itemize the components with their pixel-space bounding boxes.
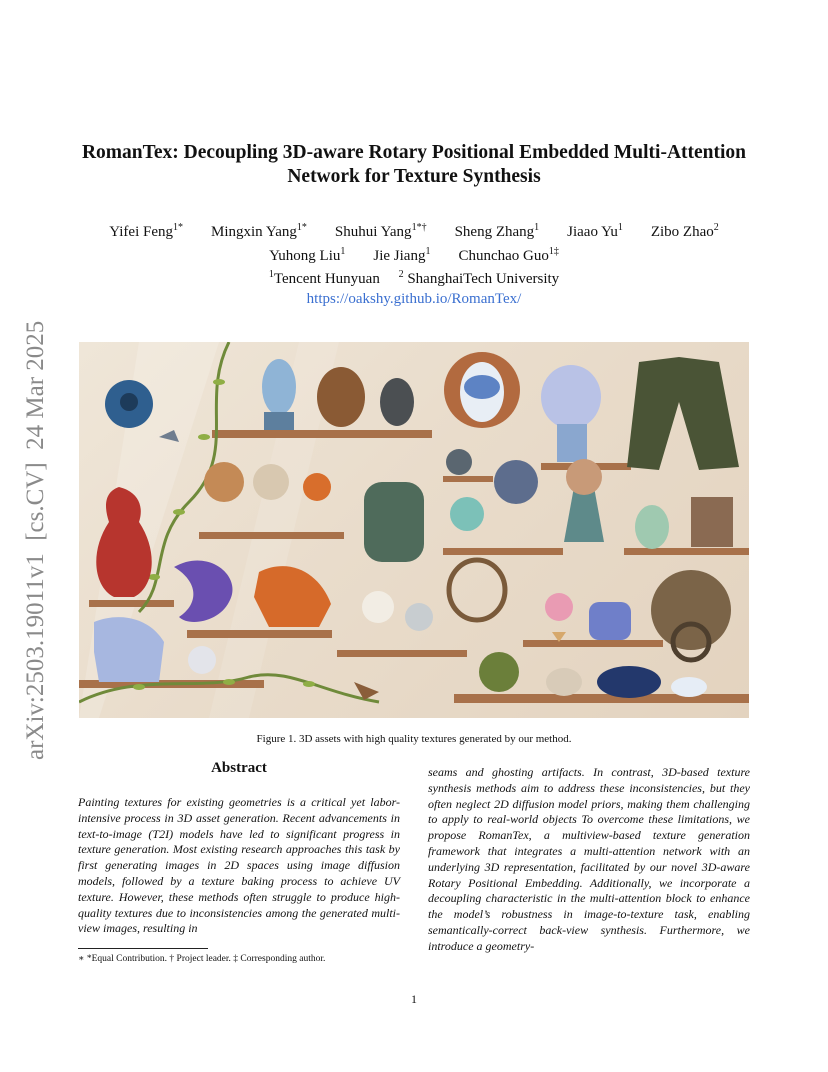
- teaser-figure: [79, 342, 749, 718]
- affiliations: [78, 265, 750, 309]
- affiliation: $^1$Tencent Hunyuan: [268, 269, 380, 287]
- author: Yifei Feng$^{1*}$: [109, 222, 183, 240]
- affiliation: $^2$ ShanghaiTech University: [398, 269, 560, 287]
- author: Jie Jiang$^1$: [373, 246, 431, 264]
- author: Jiaao Yu$^1$: [567, 222, 623, 240]
- author: Zibo Zhao$^2$: [650, 222, 719, 240]
- page-number: 1: [411, 992, 417, 1006]
- author: Sheng Zhang$^1$: [454, 222, 540, 240]
- figure-caption: Figure 1. 3D assets with high quality textures generated by our method.: [256, 733, 572, 745]
- author: Mingxin Yang$^{1*}$: [211, 222, 307, 240]
- abstract-heading: Abstract: [211, 760, 267, 776]
- author: Shuhui Yang$^{1*\dagger}$: [334, 222, 427, 240]
- authors-row-1: [78, 218, 750, 242]
- paper-title: [78, 141, 750, 189]
- title-line-2: Network for Texture Synthesis: [287, 166, 541, 187]
- figure-illustration: [79, 342, 749, 718]
- project-link[interactable]: https://oakshy.github.io/RomanTex/: [306, 291, 522, 307]
- footnote: ∗ *Equal Contribution. † Project leader. ‡ Corresponding author.: [78, 954, 326, 964]
- authors-row-2: [78, 242, 750, 266]
- arxiv-identifier: arXiv:2503.19011v1 [cs.CV] 24 Mar 2025: [22, 320, 49, 760]
- author: Yuhong Liu$^1$: [269, 246, 346, 264]
- title-line-1: RomanTex: Decoupling 3D-aware Rotary Positional Embedded Multi-Attention: [81, 142, 747, 163]
- author: Chunchao Guo$^{1\ddagger}$: [458, 246, 559, 264]
- abstract-text-left: Painting textures for existing geometries is a critical yet labor-intensive process in 3D asset generation. Recent advancements in text-to-image (T2I) models have led to significant progress in texture generation. Most existing research approaches this task by first generating images in 2D spaces using image diffusion models, followed by a texture baking process to achieve UV texture. However, these methods often struggle to produce high-quality textures due to inconsistencies among the generated multi-view images, resulting in: [78, 795, 400, 936]
- abstract-text-right: seams and ghosting artifacts. In contrast, 3D-based texture synthesis methods aim to address these inconsistencies, but they often neglect 2D diffusion model priors, making them challenging to apply to real-world objects To overcome these limitations, we propose RomanTex, a multiview-based texture generation framework that integrates a multi-attention network with an underlying 3D representation, facilitated by our novel 3D-aware Rotary Positional Embedding. Additionally, we incorporate a decoupling characteristic in the multi-attention block to enhance the model’s robustness in image-to-texture task, enabling semantically-correct back-view synthesis. Furthermore, we introduce a geometry-: [428, 765, 750, 953]
- footnote-divider: [78, 948, 208, 949]
- author-list: [78, 218, 750, 266]
